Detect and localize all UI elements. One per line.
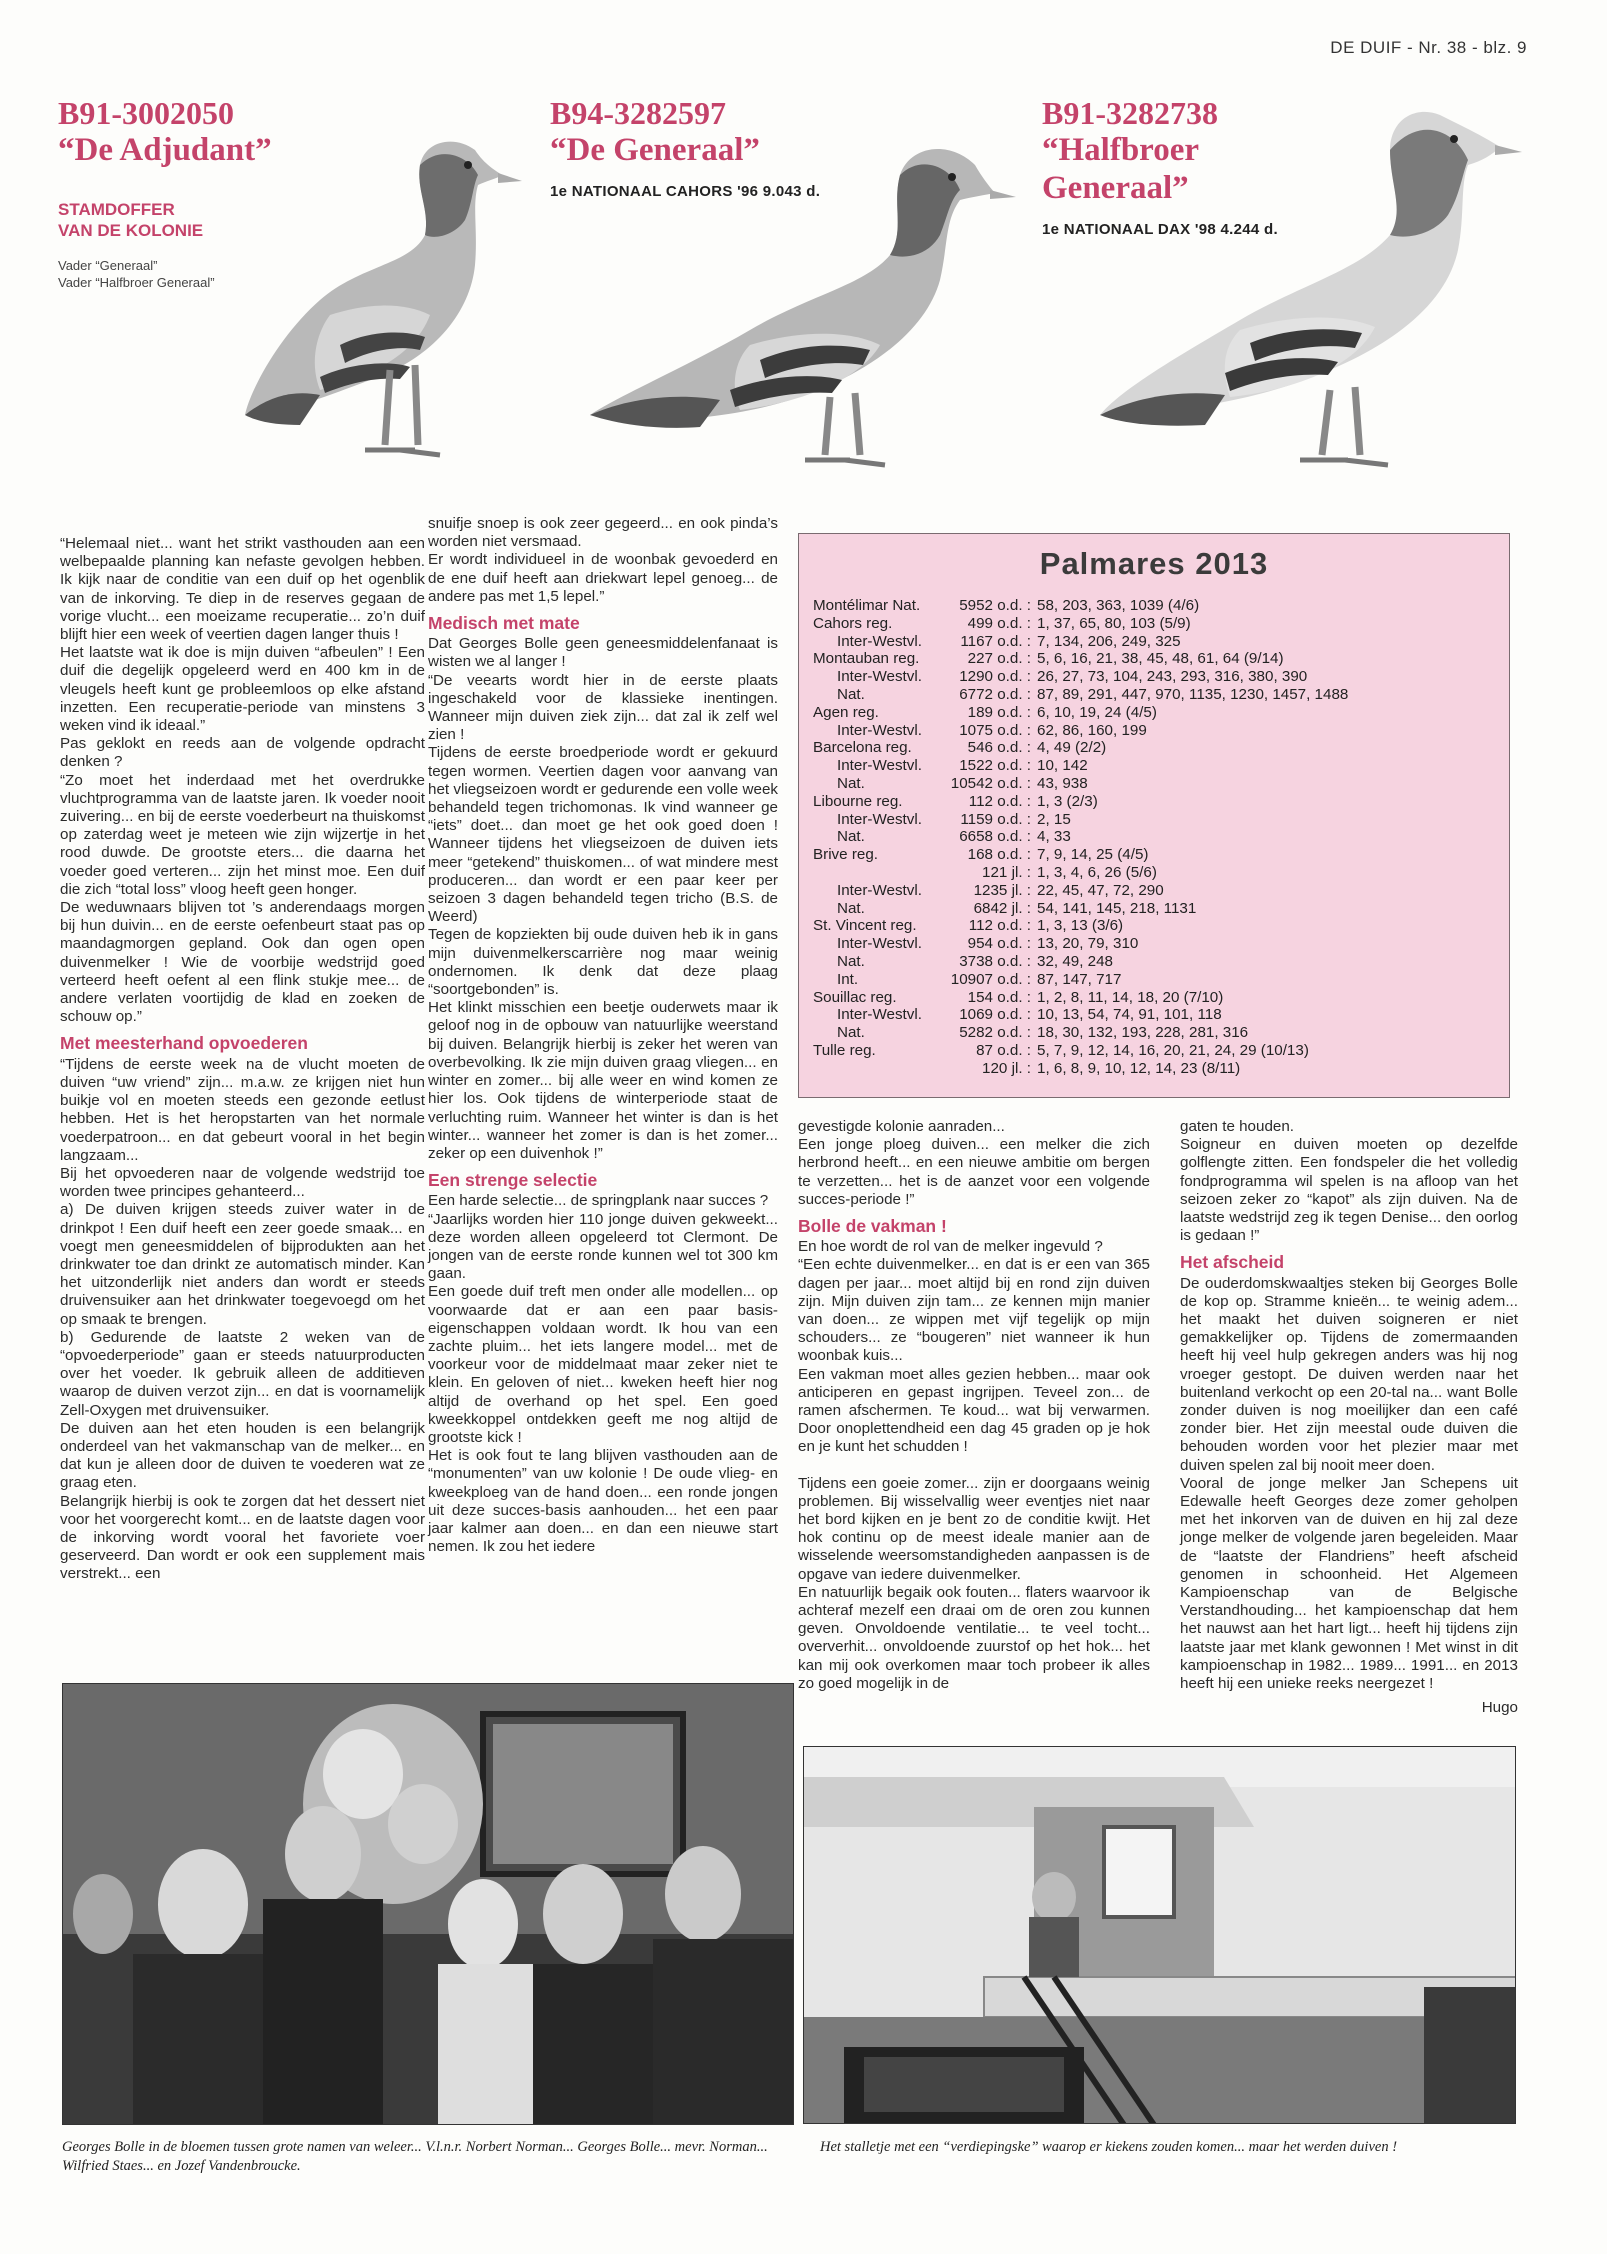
race-name: Nat. [837, 685, 865, 703]
paragraph: Een vakman moet alles gezien hebben... maar ook anticiperen en gepast ingrijpen. Teveel zon... de ramen afschermen. Te koud... wat bij verwarmen. Door onoplettendheid een dag 45 graden op je hok en je kunt het schudden ! [798, 1365, 1150, 1456]
palmares-title: Palmares 2013 [1039, 546, 1269, 581]
author-signature: Hugo [1481, 1699, 1518, 1717]
race-name: Nat. [837, 952, 865, 970]
section-heading: Het afscheid [1180, 1252, 1285, 1273]
palmares-row [813, 811, 1348, 829]
race-entries: 1069 o.d. : [959, 1006, 1031, 1024]
race-name: Inter-Westvl. [837, 810, 922, 828]
paragraph: gevestigde kolonie aanraden... [798, 1118, 1005, 1135]
pigeon-result: 1e NATIONAAL DAX '98 4.244 d. [1042, 221, 1278, 238]
section-heading: Bolle de vakman ! [798, 1216, 947, 1237]
photo-caption-right: Het stalletje met een “verdiepingske” waarop er kiekens zouden komen... maar het werden duiven ! [820, 2139, 1398, 2155]
race-name: Nat. [837, 828, 865, 846]
race-entries: 954 o.d. : [967, 935, 1031, 953]
race-entries: 5952 o.d. : [959, 597, 1031, 614]
race-name: Agen reg. [813, 703, 879, 721]
paragraph: “De veearts wordt hier in de eerste plaats ingeschakeld voor de klassieke inentingen. Wanneer mijn duiven ziek zijn... dat zal ik zelf wel zien ! [428, 671, 778, 744]
palmares-row [813, 882, 1348, 900]
paragraph: Tegen de kopziekten bij oude duiven heb ik in gans mijn duivenmelkerscarrière nog maar weinig ondernomen. Ik denk dat deze plaag “soortgebonden” is. [428, 926, 778, 999]
race-name: Nat. [837, 774, 865, 792]
race-name: Cahors reg. [813, 614, 893, 632]
paragraph: “Jaarlijks worden hier 110 jonge duiven gekweekt... deze worden alleen opgeleerd tot Clermont. De jongen van de eerste ronde kunnen wel tot 300 km gaan. [428, 1210, 778, 1283]
palmares-row [813, 989, 1348, 1007]
article-column-1 [60, 535, 425, 1584]
race-name: Int. [837, 970, 859, 988]
race-results: 26, 27, 73, 104, 243, 293, 316, 380, 390 [1037, 668, 1308, 686]
pigeon-pedigree: Vader “Generaal” Vader “Halfbroer Generaal” [58, 258, 215, 290]
palmares-row [813, 935, 1348, 953]
palmares-row [813, 953, 1348, 971]
race-name: Libourne reg. [813, 792, 903, 810]
race-name: Inter-Westvl. [837, 668, 922, 686]
race-results: 62, 86, 160, 199 [1037, 721, 1147, 739]
race-entries: 6842 jl. : [973, 899, 1031, 917]
race-name: Inter-Westvl. [837, 721, 922, 739]
paragraph: Vooral de jonge melker Jan Schepens uit Edewalle heeft Georges deze zomer geholpen met het inkorven van de duiven en hij zal deze jonge melker de volgende jaren begeleiden. Maar de “laatste der Flandriens” heeft afscheid genomen in schoonheid. Het Algemeen Kampioenschap van de Belgische Verstandhouding... het kampioenschap dat hem het nauwst aan het hart ligt... heeft hij tijdens zijn laatste jaar met klank gewonnen ! Met winst in dit kampioenschap in 1982... 1989... 1991... en 2013 heeft hij een unieke reeks neergezet ! [1180, 1474, 1518, 1693]
race-entries: 499 o.d. : [967, 614, 1031, 632]
pigeon-photo-adjudant [240, 115, 540, 505]
race-name: Inter-Westvl. [837, 935, 922, 953]
race-results: 5, 7, 9, 12, 14, 16, 20, 21, 24, 29 (10/13) [1037, 1041, 1309, 1059]
race-name: Barcelona reg. [813, 739, 912, 757]
race-entries: 112 o.d. : [968, 792, 1031, 810]
palmares-row [813, 828, 1348, 846]
paragraph: Het klinkt misschien een beetje ouderwets maar ik geloof nog in de opbouw van natuurlijke weerstand bij duiven. Belangrijk hierbij is zeker het weren van overbevolking. Ik zie mijn duiven graag vliegen... en winter en zomer... bij alle weer en wind komen ze hier los. Ook tijdens de winterperiode staat de verluchting ruim. Wanneer het winter is dan is het winter... wanneer het zomer is dan is het zomer... zeker op een duivenhok !” [428, 999, 778, 1162]
paragraph: De ouderdomskwaaltjes steken bij Georges Bolle de kop op. Stramme knieën... te weinig adem... het maakt het duiven soigneren er niet gemakkelijker op. Tijdens de zomermaanden heeft hij veel hulp gekregen anders was hij nog vroeger gestopt. De duiven werden naar het buitenland verkocht op een 20-tal na... want Bolle zonder duiven is nog moeilijker dan een café zonder bier. Het zijn meestal oude duiven die behouden worden voor het plezier maar met duiven spelen zal bij nooit meer doen. [1180, 1274, 1518, 1474]
photo-pigeon-loft [803, 1746, 1516, 2124]
race-entries: 1167 o.d. : [960, 632, 1031, 650]
race-results: 5, 6, 16, 21, 38, 45, 48, 61, 64 (9/14) [1037, 650, 1284, 668]
section-heading: Medisch met mate [428, 613, 580, 634]
race-results: 4, 33 [1037, 828, 1071, 846]
paragraph: De weduwnaars blijven tot ’s anderendaags morgen bij hun duivin... en de eerste oefenbeurt staat pas op maandagmorgen gepland. Ook dan ogen open duivenmelker ! Wie de voorbije wedstrijd goed verteerd heeft oefent al een flink stukje mee... de andere verlaten voortijdig de klad en zoeken de schouw op.” [60, 899, 425, 1026]
palmares-row [813, 1024, 1348, 1042]
page-header: DE DUIF - Nr. 38 - blz. 9 [1330, 38, 1527, 57]
palmares-table [813, 597, 1348, 1078]
palmares-row [813, 775, 1348, 793]
race-results: 2, 15 [1037, 810, 1071, 828]
race-name [813, 1060, 945, 1078]
race-name: Nat. [837, 1024, 865, 1042]
race-results: 22, 45, 47, 72, 290 [1037, 881, 1164, 899]
paragraph: Tijdens een goeie zomer... zijn er doorgaans weinig problemen. Bij wisselvallig weer eventjes niet naar het bord kijken en je bent zo de conditie kwijt. Het hok continu op de meest ideale manier aan de wisselende weersomstandigheden aanpassen is de opgave van iedere duivenmelker. [798, 1474, 1150, 1583]
section-heading: Een strenge selectie [428, 1170, 598, 1191]
pigeon-ring-number: B94-3282597 [550, 95, 726, 131]
race-results: 58, 203, 363, 1039 (4/6) [1037, 597, 1200, 614]
paragraph: En hoe wordt de rol van de melker ingevuld ? [798, 1238, 1103, 1256]
pigeon-name: “De Generaal” [550, 132, 760, 168]
race-entries: 1290 o.d. : [959, 668, 1031, 686]
race-name: Inter-Westvl. [837, 632, 922, 650]
pigeon-ring-number: B91-3002050 [58, 95, 234, 131]
palmares-row [813, 597, 1348, 615]
palmares-row [813, 650, 1348, 668]
race-entries: 168 o.d. : [967, 846, 1031, 864]
paragraph: Dat Georges Bolle geen geneesmiddelenfanaat is wisten we al langer ! [428, 635, 778, 671]
race-entries: 154 o.d. : [967, 988, 1031, 1006]
race-results: 1, 3, 13 (3/6) [1037, 917, 1124, 935]
race-entries: 6772 o.d. : [959, 685, 1031, 703]
paragraph: Het is ook fout te lang blijven vasthouden aan de “monumenten” van uw kolonie ! De oude vlieg- en kweekploeg van de hand doen... een ronde jongen uit deze succes-basis aanhouden... het een paar jaar kalmer aan doen... en dan een nieuwe start nemen. Ik zou het iedere [428, 1447, 778, 1556]
race-name: St. Vincent reg. [813, 917, 917, 935]
race-results: 4, 49 (2/2) [1037, 739, 1107, 757]
paragraph: “Tijdens de eerste week na de vlucht moeten de duiven “uw vriend” zijn... m.a.w. ze krijgen niet hun buikje vol en moeten steeds een gezonde eetlust hebben. Het is het heropstarten van het normale voederpatroon... en dat gebeurt vooral in het begin langzaam... [60, 1055, 425, 1164]
paragraph: En natuurlijk begaik ook fouten... flaters waarvoor ik achteraf mezelf een draai om de oren zou kunnen geven. Onvoldoende ventilatie... te veel tocht... oververhit... onvoldoende zuurstof op het hok... het kan mij ook overkomen maar toch probeer ik alles zo goed mogelijk in de [798, 1583, 1150, 1692]
race-entries: 227 o.d. : [967, 650, 1031, 668]
pigeon-name: “Halfbroer Generaal” [1042, 132, 1200, 206]
race-entries: 1235 jl. : [973, 881, 1031, 899]
palmares-row [813, 917, 1348, 935]
paragraph: Belangrijk hierbij is ook te zorgen dat het dessert niet voor het voorgerecht komt... en de laatste dagen voor de inkorving wordt vooral het favoriete voer geserveerd. Dan wordt er ook een supplement mais verstrekt... een [60, 1492, 425, 1583]
palmares-row [813, 757, 1348, 775]
race-results: 10, 13, 54, 74, 91, 101, 118 [1037, 1006, 1222, 1024]
paragraph: Er wordt individueel in de woonbak gevoederd en de ene duif heeft aan driekwart lepel genoeg... de andere pas met 1,5 lepel.” [428, 551, 778, 605]
photo-caption-left: Georges Bolle in de bloemen tussen grote namen van weleer... V.l.n.r. Norbert Norman... Georges Bolle... mevr. Norman... Wilfried Staes... en Jozef Vandenbroucke. [62, 2139, 768, 2174]
photo-award-ceremony [62, 1683, 794, 2125]
race-entries: 10542 o.d. : [950, 774, 1031, 792]
race-name: Montauban reg. [813, 650, 920, 668]
pigeon-ring-number: B91-3282738 [1042, 95, 1218, 131]
race-entries: 112 o.d. : [968, 917, 1031, 935]
paragraph: Bij het opvoederen naar de volgende wedstrijd toe worden twee principes gehanteerd... [60, 1164, 425, 1201]
palmares-row [813, 722, 1348, 740]
race-results: 6, 10, 19, 24 (4/5) [1037, 703, 1157, 721]
race-entries: 121 jl. : [982, 863, 1031, 881]
race-results: 1, 37, 65, 80, 103 (5/9) [1037, 614, 1191, 632]
paragraph: Soigneur en duiven moeten op dezelfde golflengte zitten. Een fondspeler die het volledig fondprogramma wil spelen is na afloop van het seizoen zeker zo “kapot” als zijn duiven. Na de laatste wedstrijd zeg ik tegen Denise... den oorlog is gedaan !” [1180, 1136, 1518, 1245]
race-entries: 10907 o.d. : [950, 970, 1031, 988]
palmares-row [813, 739, 1348, 757]
race-name: Montélimar Nat. [813, 597, 921, 614]
race-entries: 87 o.d. : [976, 1041, 1031, 1059]
paragraph: “Een echte duivenmelker... en dat is er een van 365 dagen per jaar... moet altijd bij en rond zijn duiven zijn. Mijn duiven zijn tam... ze kennen mijn manier van doen... ze wippen met vijf tegelijk op mijn schouders... ze “bougeren” niet wanneer ik hun woonbak kuis... [798, 1256, 1150, 1365]
paragraph-spacer [798, 1457, 1150, 1475]
race-entries: 1522 o.d. : [959, 757, 1031, 775]
paragraph: “Zo moet het inderdaad met het overdrukke vluchtprogramma van de laatste jaren. Ik voeder nooit zuivering... en bij de eerste voederbeurt na thuiskomst op zaterdag weet je meteen wie zijn wijzertje in het rood duwde. De grootste eters... die daarna het voeder goed verteren... zijn het minst moe. Een duif die zich “total loss” vloog heeft geen honger. [60, 771, 425, 898]
pigeon-name: “De Adjudant” [58, 132, 272, 168]
palmares-row [813, 686, 1348, 704]
pigeon-photo-generaal [580, 135, 1020, 495]
race-results: 1, 3, 4, 6, 26 (5/6) [1037, 863, 1157, 881]
paragraph: Tijdens de eerste broedperiode wordt er gekuurd tegen wormen. Veertien dagen voor aanvang van het vliegseizoen wordt er gedurende een volle week behandeld tegen trichomonas. Ik vind wanneer ge “iets” doet... dan moet ge het ook goed doen ! Wanneer tijdens het vliegseizoen de duiven iets meer “getekend” thuiskomen... of wat mindere mest produceren... dan wordt er een paar keer per seizoen 3 dagen behandeld tegen tricho (B.S. de Weerd) [428, 744, 778, 926]
article-column-4 [1180, 1118, 1518, 1718]
race-results: 7, 134, 206, 249, 325 [1037, 632, 1181, 650]
paragraph: Een harde selectie... de springplank naar succes ? [428, 1192, 769, 1210]
palmares-row [813, 1060, 1348, 1078]
paragraph: Het laatste wat ik doe is mijn duiven “afbeulen” ! Een duif die degelijk opgeleerd werd en 400 km in de vleugels heeft kunt ge probleemloos op elke afstand inzetten. Een recuperatie-periode van minstens 3 weken vind ik ideaal.” [60, 644, 425, 735]
section-heading: Met meesterhand opvoederen [60, 1033, 308, 1054]
paragraph: Een jonge ploeg duiven... een melker die zich herbrond heeft... en een nieuwe ambitie om bergen te verzetten... het is de aanzet voor een volgende succes-periode !” [798, 1136, 1150, 1208]
palmares-row [813, 864, 1348, 882]
race-name: Nat. [837, 899, 865, 917]
paragraph: gaten te houden. [1180, 1118, 1295, 1135]
palmares-row [813, 704, 1348, 722]
race-entries: 6658 o.d. : [959, 828, 1031, 846]
race-entries: 1075 o.d. : [959, 721, 1031, 739]
race-results: 87, 147, 717 [1037, 970, 1122, 988]
paragraph: Pas geklokt en reeds aan de volgende opdracht denken ? [60, 735, 425, 771]
race-results: 54, 141, 145, 218, 1131 [1037, 899, 1197, 917]
palmares-row [813, 633, 1348, 651]
palmares-box [798, 533, 1510, 1098]
race-entries: 3738 o.d. : [959, 952, 1031, 970]
race-results: 32, 49, 248 [1037, 952, 1114, 970]
pigeon-photo-halfbroer [1090, 105, 1530, 495]
photo-pigeon-loft-image [804, 1747, 1516, 2124]
race-name: Brive reg. [813, 846, 878, 864]
photo-award-ceremony-image [63, 1684, 794, 2125]
paragraph: snuifje snoep is ook zeer gegeerd... en ook pinda’s worden niet versmaad. [428, 515, 778, 551]
palmares-row [813, 900, 1348, 918]
palmares-row [813, 668, 1348, 686]
paragraph: Een goede duif treft men onder alle modellen... op voorwaarde dat er aan een paar basis-eigenschappen voldaan wordt. Ik hou van een zachte pluim... het iets langere model... met de voorkeur voor de middelmaat maar zeker niet te klein. En geloven of niet... kweken heeft hier nog altijd de overhand op het spel. Een goed kweekkoppel ontdekken geeft me nog altijd de grootste kick ! [428, 1283, 778, 1446]
race-results: 10, 142 [1037, 757, 1088, 775]
paragraph: b) Gedurende de laatste 2 weken van de “opvoederperiode” gaan er steeds natuurproducten over het voeder. Ik gebruik alleen de additieven waarop de duiven verzot zijn... en dat is voornamelijk Zell-Oxygen met druivensuiker. [60, 1328, 425, 1419]
race-results: 43, 938 [1037, 774, 1088, 792]
palmares-row [813, 615, 1348, 633]
palmares-row [813, 793, 1348, 811]
paragraph: De duiven aan het eten houden is een belangrijk onderdeel van het vakmanschap van de melker... en dat kun je alleen door de duiven te voederen wat ze graag eten. [60, 1419, 425, 1492]
palmares-row [813, 971, 1348, 989]
palmares-row [813, 846, 1348, 864]
race-name: Inter-Westvl. [837, 757, 922, 775]
pigeon-result: 1e NATIONAAL CAHORS '96 9.043 d. [550, 183, 821, 200]
race-entries: 189 o.d. : [967, 703, 1031, 721]
race-name: Inter-Westvl. [837, 881, 922, 899]
race-results: 7, 9, 14, 25 (4/5) [1037, 846, 1149, 864]
race-results: 1, 3 (2/3) [1037, 792, 1098, 810]
article-column-3 [798, 1118, 1150, 1693]
race-results: 87, 89, 291, 447, 970, 1135, 1230, 1457, 1488 [1037, 685, 1349, 703]
palmares-row [813, 1006, 1348, 1024]
palmares-row [813, 1042, 1348, 1060]
race-name: Inter-Westvl. [837, 1006, 922, 1024]
race-name: Souillac reg. [813, 988, 897, 1006]
race-results: 1, 6, 8, 9, 10, 12, 14, 23 (8/11) [1037, 1059, 1241, 1077]
race-name [813, 864, 945, 882]
race-results: 13, 20, 79, 310 [1037, 935, 1139, 953]
race-results: 1, 2, 8, 11, 14, 18, 20 (7/10) [1037, 988, 1224, 1006]
race-entries: 120 jl. : [982, 1059, 1031, 1077]
paragraph: “Helemaal niet... want het strikt vasthouden aan een welbepaalde planning kan nefaste gevolgen hebben. Ik kijk naar de conditie van een duif op het ogenblik van de inkorving. Te diep in de reserves gegaan de vorige vlucht... een moeizame recuperatie... zo’n duif blijft hier een week of veertien dagen langer thuis ! [60, 535, 425, 644]
race-entries: 1159 o.d. : [960, 810, 1031, 828]
race-entries: 546 o.d. : [967, 739, 1031, 757]
pigeon-subtitle: STAMDOFFER VAN DE KOLONIE [58, 200, 204, 240]
article-column-2 [428, 515, 778, 1556]
race-results: 18, 30, 132, 193, 228, 281, 316 [1037, 1024, 1249, 1042]
race-name: Tulle reg. [813, 1041, 876, 1059]
paragraph: a) De duiven krijgen steeds zuiver water in de drinkpot ! Een duif heeft een zeer goede smaak... en voegt men geneesmiddelen of bijprodukten aan het drinkwater toe dan drinkt ze automatisch minder. Kan het uitzonderlijk niet anders dan wordt er steeds druivensuiker aan het drinkwater toegevoegd om het op smaak te brengen. [60, 1201, 425, 1328]
race-entries: 5282 o.d. : [959, 1024, 1031, 1042]
